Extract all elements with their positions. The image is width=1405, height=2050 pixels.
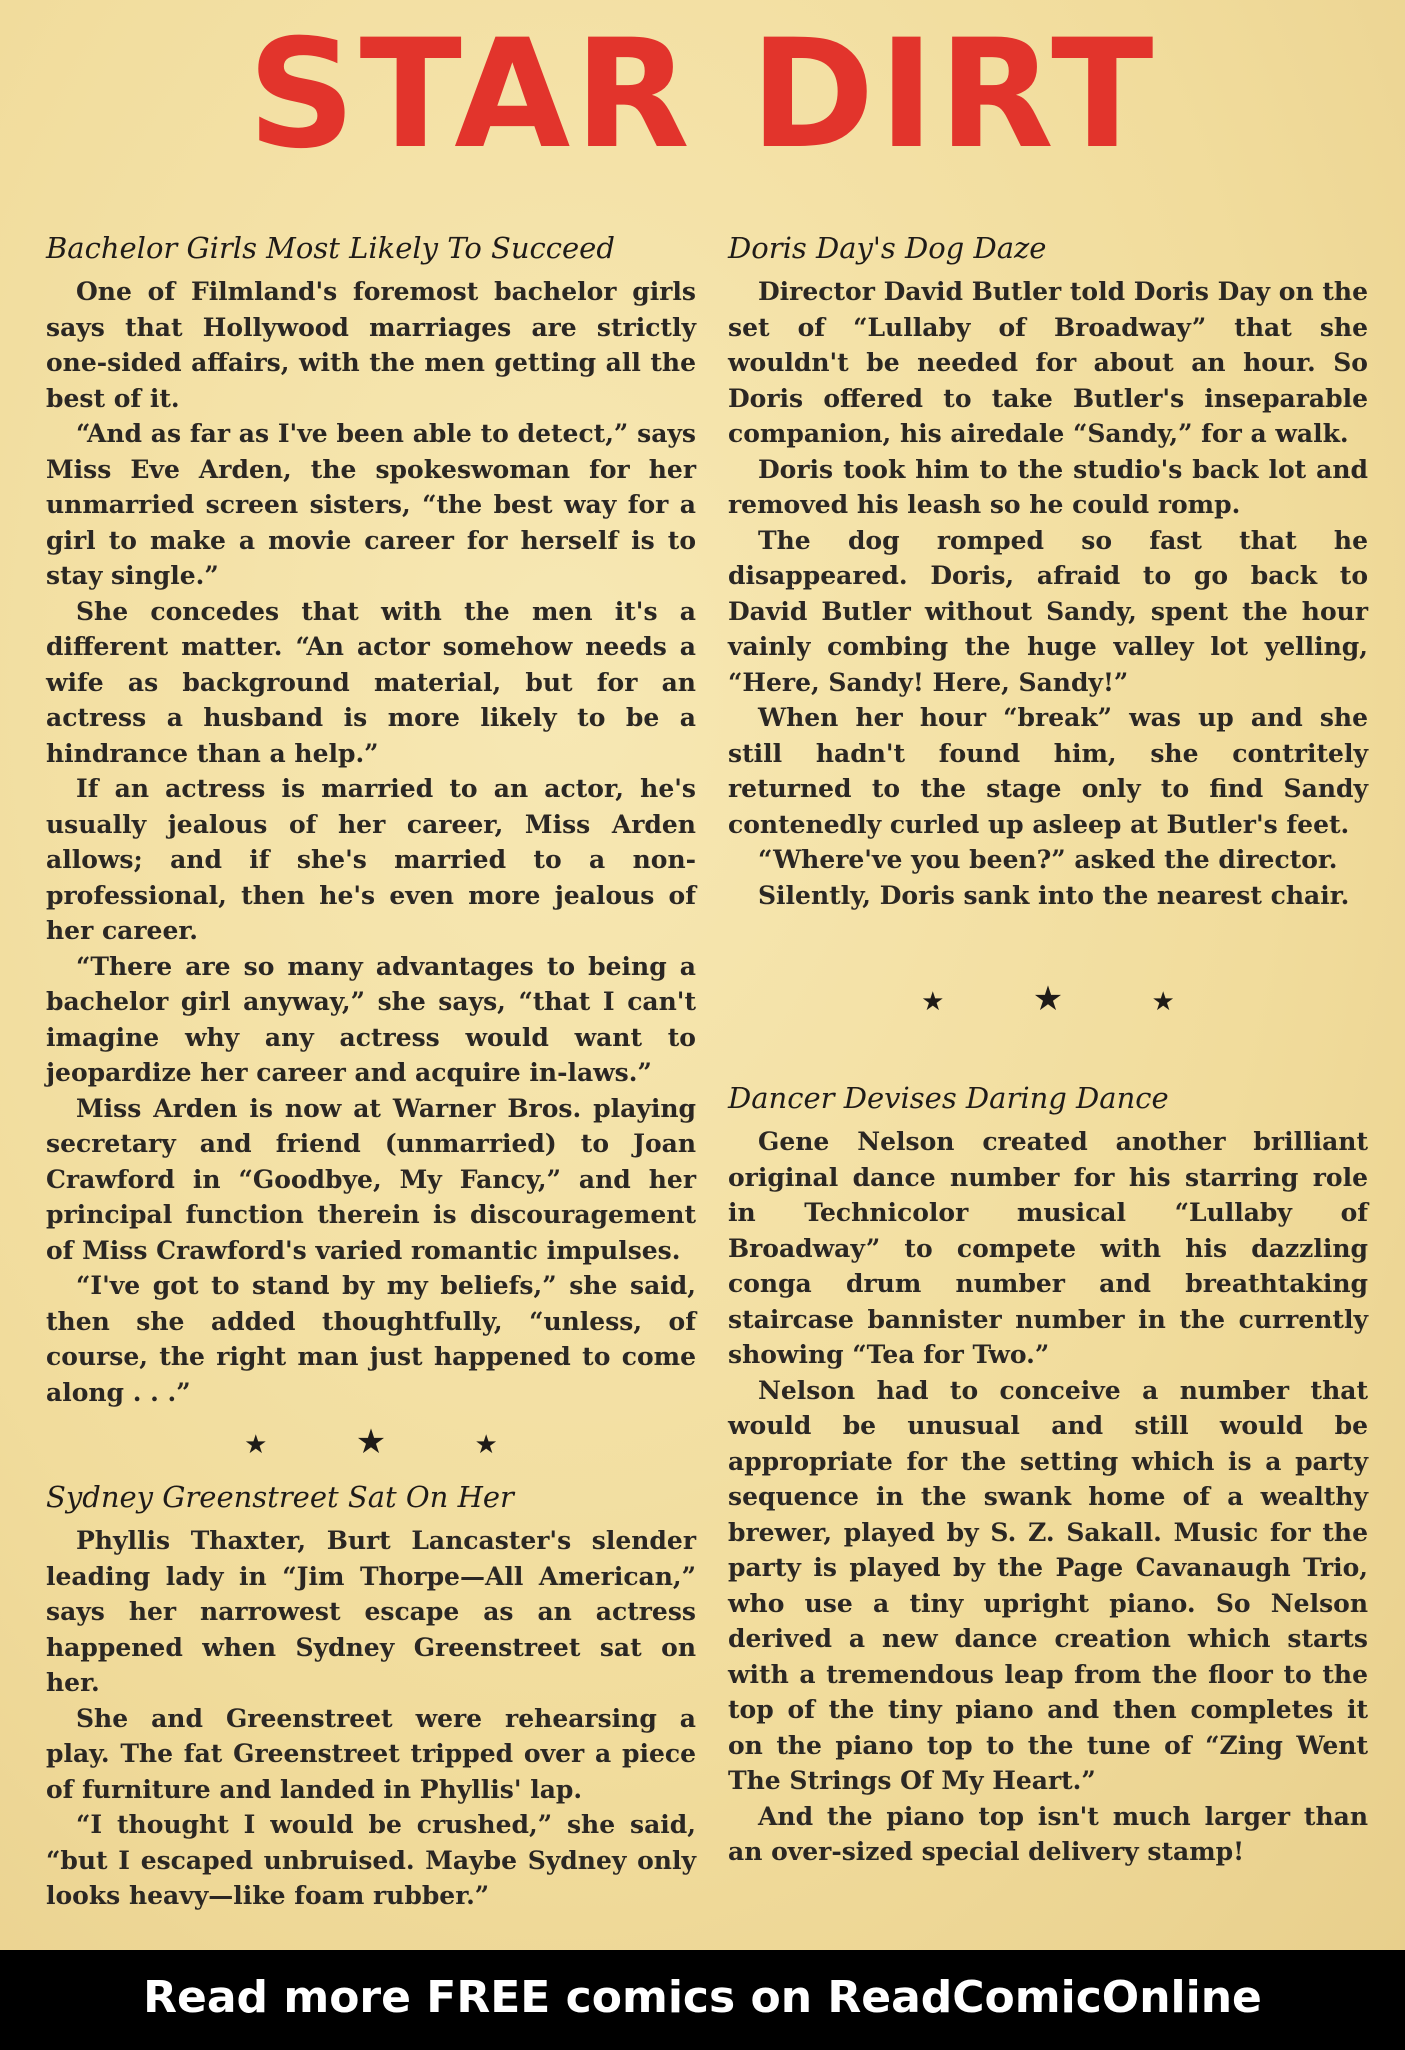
star-icon: ★ xyxy=(1032,979,1064,1019)
paragraph: Nelson had to conceive a number that would be unusual and still would be appropriate for the setting which is a party sequence in the swank home of a wealthy brewer, played by S. Z. Sakall. Music for the party is played by the Page Cavanaugh Trio, who use a tiny upright piano. So Nelson derived a new dance creation which starts with a tremendous leap from the floor to the top of the tiny piano and then completes it on the piano top to the tune of “Zing Went The Strings Of My Heart.” xyxy=(728,1375,1368,1795)
star-icon: ★ xyxy=(355,1422,387,1462)
article-heading-doris-day: Doris Day's Dog Daze xyxy=(728,231,1047,265)
star-icon: ★ xyxy=(244,1430,268,1460)
paragraph: “I thought I would be crushed,” she said, “but I escaped unbruised. Maybe Sydney only looks heavy—like foam rubber.” xyxy=(46,1810,696,1910)
right-column xyxy=(728,228,1368,1870)
paragraph: Director David Butler told Doris Day on the set of “Lullaby of Broadway” that she wouldn't be needed for about an hour. So Doris offered to take Butler's inseparable companion, his airedale “Sandy,” for a walk. xyxy=(728,277,1368,448)
article-heading-dancer: Dancer Devises Daring Dance xyxy=(728,1081,1169,1115)
paragraph: She and Greenstreet were rehearsing a play. The fat Greenstreet tripped over a piece of furniture and landed in Phyllis' lap. xyxy=(46,1703,696,1804)
article-heading-greenstreet: Sydney Greenstreet Sat On Her xyxy=(46,1480,514,1514)
paragraph: If an actress is married to an actor, he's usually jealous of her career, Miss Arden allows; and if she's married to a non-professional, then he's even more jealous of her career. xyxy=(46,774,696,945)
promo-footer-banner[interactable]: Read more FREE comics on ReadComicOnline xyxy=(0,1950,1405,2050)
paragraph: “I've got to stand by my beliefs,” she said, then she added thoughtfully, “unless, of course, the right man just happened to come along . . .” xyxy=(46,1271,696,1407)
paragraph: Silently, Doris sank into the nearest chair. xyxy=(758,880,1350,910)
star-separator xyxy=(46,1416,696,1471)
paragraph: And the piano top isn't much larger than an over-sized special delivery stamp! xyxy=(728,1801,1368,1866)
paragraph: “Where've you been?” asked the director. xyxy=(758,845,1338,874)
star-icon: ★ xyxy=(921,987,945,1017)
paragraph: When her hour “break” was up and she still hadn't found him, she contritely returned to the stage only to find Sandy contenedly curled up asleep at Butler's feet. xyxy=(728,703,1368,839)
paragraph: Phyllis Thaxter, Burt Lancaster's slender leading lady in “Jim Thorpe—All American,” says her narrowest escape as an actress happened when Sydney Greenstreet sat on her. xyxy=(46,1526,696,1697)
paragraph: One of Filmland's foremost bachelor girls says that Hollywood marriages are strictly one-sided affairs, with the men getting all the best of it. xyxy=(46,277,696,413)
star-icon: ★ xyxy=(1151,987,1175,1017)
paragraph: Gene Nelson created another brilliant original dance number for his starring role in Technicolor musical “Lullaby of Broadway” to compete with his dazzling conga drum number and breathtaking staircase bannister number in the currently showing “Tea for Two.” xyxy=(728,1127,1368,1369)
left-column xyxy=(46,228,696,1914)
paragraph: She concedes that with the men it's a different matter. “An actor somehow needs a wife as background material, but for an actress a husband is more likely to be a hindrance than a help.” xyxy=(46,596,696,768)
page-title: STAR DIRT xyxy=(247,8,1158,182)
paragraph: “There are so many advantages to being a bachelor girl anyway,” she says, “that I can't imagine why any actress would want to jeopardize her career and acquire in-laws.” xyxy=(46,951,696,1087)
paragraph: “And as far as I've been able to detect,” says Miss Eve Arden, the spokeswoman for her unmarried screen sisters, “the best way for a girl to make a movie career for herself is to stay single.” xyxy=(46,419,696,590)
star-icon: ★ xyxy=(474,1430,498,1460)
star-separator xyxy=(728,973,1368,1028)
paragraph: The dog romped so fast that he disappeared. Doris, afraid to go back to David Butler without Sandy, spent the hour vainly combing the huge valley lot yelling, “Here, Sandy! Here, Sandy!” xyxy=(728,525,1368,697)
paragraph: Doris took him to the studio's back lot and removed his leash so he could romp. xyxy=(728,454,1368,519)
article-heading-bachelor-girls: Bachelor Girls Most Likely To Succeed xyxy=(46,231,615,265)
paragraph: Miss Arden is now at Warner Bros. playing secretary and friend (unmarried) to Joan Crawford in “Goodbye, My Fancy,” and her principal function therein is discouragement of Miss Crawford's varied romantic impulses. xyxy=(46,1093,696,1265)
